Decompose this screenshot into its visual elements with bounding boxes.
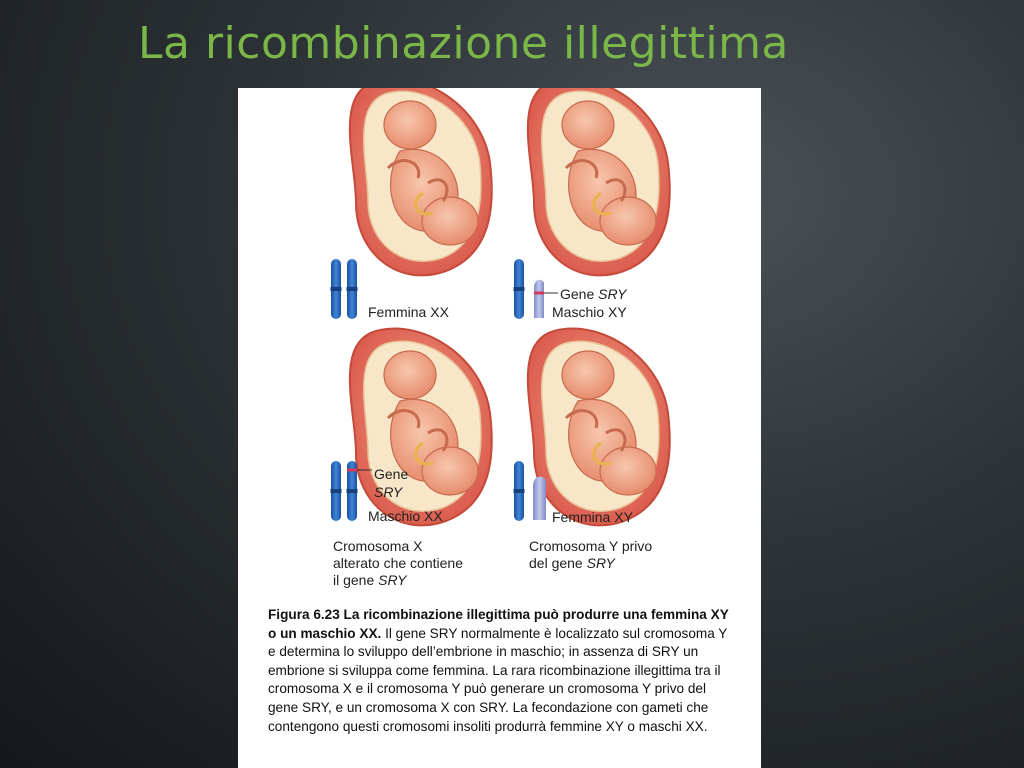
- gene-sry-label: [560, 286, 626, 303]
- x-chromosome: [514, 259, 525, 319]
- note-y-without-sry: [529, 538, 652, 572]
- x-chromosome: [514, 461, 525, 521]
- sry-label: SRY: [374, 484, 403, 500]
- fetus-illustration: [528, 88, 670, 275]
- note-x-altered: [333, 538, 463, 589]
- x-chromosome: [331, 461, 342, 521]
- x-chromosome: [347, 259, 358, 319]
- gene-label: Gene: [560, 286, 595, 302]
- note-line: Cromosoma X: [333, 538, 423, 554]
- x-chromosome: [331, 259, 342, 319]
- note-line: alterato che contiene: [333, 555, 463, 571]
- label-maschio-xx: Maschio XX: [368, 508, 443, 524]
- fetus-illustration: [528, 329, 670, 526]
- illustration: [238, 88, 761, 603]
- caption-text: Il gene SRY normalmente è localizzato sul cromosoma Y e determina lo sviluppo dell’embrione in maschio; in assenza di SRY un embrione si sviluppa come femmina. La rara ricombinazione illegittima tra il cromosoma X e il cromosoma Y può generare un cromosoma Y privo del gene SRY, e un cromosoma X con SRY. La fecondazione con gameti che contengono questi cromosomi insoliti produrrà femmine XY o maschi XX.: [268, 625, 728, 734]
- label-femmina-xx: Femmina XX: [368, 304, 449, 320]
- label-maschio-xy: Maschio XY: [552, 304, 627, 320]
- label-femmina-xy: Femmina XY: [552, 509, 633, 525]
- fetus-illustration: [350, 88, 492, 275]
- gene-label: Gene: [374, 466, 409, 482]
- figure-panel: [238, 88, 761, 768]
- fetus-illustration: [350, 329, 492, 526]
- slide-title: La ricombinazione illegittima: [138, 18, 789, 69]
- note-line: del gene SRY: [529, 555, 615, 571]
- caption-title: Figura 6.23 La ricombinazione illegittima può produrre una femmina XY o un maschio XX.: [268, 607, 729, 641]
- note-line: il gene SRY: [333, 572, 407, 588]
- y-chromosome-without-sry: [533, 477, 546, 520]
- sry-label: SRY: [598, 286, 627, 302]
- y-chromosome: [534, 280, 544, 318]
- figure-caption: [268, 606, 738, 736]
- note-line: Cromosoma Y privo: [529, 538, 653, 554]
